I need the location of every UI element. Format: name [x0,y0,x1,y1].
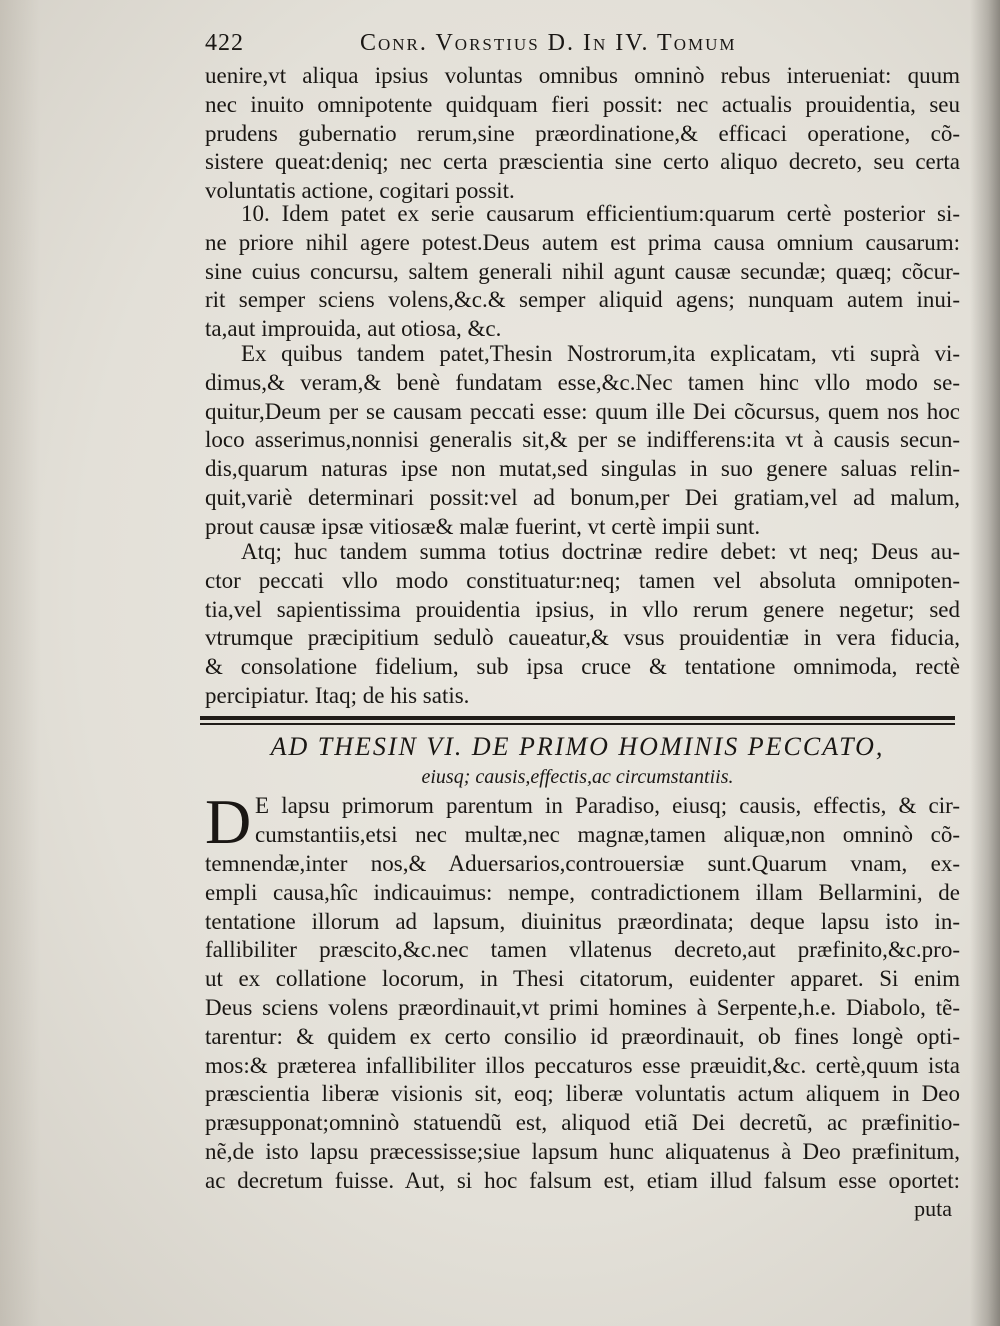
text-line: ut ex collatione locorum, in Thesi citatorum, euidenter apparet. Si enim [205,966,960,992]
section-subheading: eiusq; causis,effectis,ac circumstantiis. [421,766,734,788]
running-title: Conr. Vorstius D. In IV. Tomum [360,30,737,56]
text-line: quitur,Deum per se causam peccati esse: quum ille Dei cõcursus, quem nos hoc [205,398,960,424]
paragraph-2 [205,200,960,344]
text-line: E lapsu primorum parentum in Paradiso, eiusq; causis, effectis, & cir- [255,793,960,818]
drop-cap: D [205,786,252,857]
text-line: nec inuito omnipotente quidquam fieri possit: nec actualis prouidentia, seu [205,91,960,117]
page-edge-shadow [970,0,1000,1326]
text-line: prudens gubernatio rerum,sine præordinatione,& efficaci operatione, cõ- [205,120,960,146]
text-line: percipiatur. Itaq; de his satis. [205,682,470,708]
text-line: voluntatis actione, cogitari possit. [205,178,515,204]
text-line: ne priore nihil agere potest.Deus autem est prima causa omnium causarum: [205,229,960,255]
text-line: ctor peccati vllo modo constituatur:neq; tamen vel absoluta omnipoten- [205,567,960,593]
text-line: uenire,vt aliqua ipsius voluntas omnibus omninò rebus interueniat: quum [205,63,960,88]
text-line: Deus sciens volens præordinauit,vt primi homines à Serpente,h.e. Diabolo, tẽ- [205,994,960,1020]
text-line: & consolatione fidelium, sub ipsa cruce & tentatione omnimoda, rectè [205,654,960,680]
text-line: nẽ,de isto lapsu præcessisse;siue lapsum hunc aliquatenus à Deo præfinitum, [205,1138,960,1164]
paragraph-4 [205,538,960,711]
paragraph-5 [205,850,960,1196]
text-line: cumstantiis,etsi nec multæ,nec magnæ,tamen aliquæ,non omninò cõ- [255,821,960,847]
text-line: præsupponat;omninò statuendũ est, aliquod etiã Dei decretũ, ac præfinitio- [205,1110,960,1136]
text-line: sistere queat:deniq; nec certa præscientia sine certo aliquo decreto, seu certa [205,149,960,175]
text-line: prout causæ ipsæ vitiosæ& malæ fuerint, vt certè impii sunt. [205,513,761,539]
text-line: rit semper sciens volens,&c.& semper aliquid agens; nunquam autem inui- [205,287,960,313]
text-line: fallibiliter præscito,&c.nec tamen vllatenus decreto,aut præfinito,&c.pro- [205,937,960,963]
text-line: mos:& præterea infallibiliter illos peccaturos esse præuidit,&c. certè,quum ista [205,1052,960,1078]
page-number: 422 [205,30,244,56]
text-line: ta,aut improuida, aut otiosa, &c. [205,316,502,342]
section-rule [200,716,955,720]
text-line: Atq; huc tandem summa totius doctrinæ redire debet: vt neq; Deus au- [241,539,960,564]
paragraph-3 [205,340,960,542]
text-line: sine cuius concursu, saltem generali nihil agunt causæ secundæ; quæq; cõcur- [205,258,960,284]
catchword: puta [914,1196,952,1221]
text-line: præscientia liberæ visionis sit, eoq; liberæ voluntatis actum aliquem in Deo [205,1081,960,1107]
paragraph-1 [205,62,960,206]
text-line: dimus,& veram,& benè fundatam esse,&c.Nec tamen hinc vllo modo se- [205,369,960,395]
text-line: dis,quarum naturas ipse non mutat,sed singulas in suo genere saluas relin- [205,456,960,482]
text-line: quit,variè determinari possit:vel ad bonum,per Dei gratiam,vel ad malum, [205,484,960,510]
paragraph-5-opening [255,792,960,850]
page-gutter-shadow [0,0,40,1326]
text-line: 10. Idem patet ex serie causarum efficientium:quarum certè posterior si- [241,201,960,226]
text-line: loco asserimus,nonnisi generalis sit,& per se indifferens:ita vt à causis secun- [205,427,960,453]
section-rule-thin [200,723,955,725]
text-line: temnendæ,inter nos,& Aduersarios,controuersiæ sunt.Quarum vnam, ex- [205,851,960,876]
text-line: tia,vel sapientissima prouidentia ipsius, in vllo rerum genere negetur; sed [205,596,960,622]
text-line: tarentur: & quidem ex certo consilio id præordinauit, ob fines longè opti- [205,1023,960,1049]
running-header [205,30,950,60]
text-line: empli causa,hîc indicauimus: nempe, contradictionem illam Bellarmini, de [205,879,960,905]
text-line: tentatione illorum ad lapsum, diuinitus præordinata; deque lapsu isto in- [205,908,960,934]
text-line: ac decretum fuisse. Aut, si hoc falsum est, etiam illud falsum esse oportet: [205,1167,960,1193]
text-line: vtrumque præcipitium sedulò caueatur,& vsus prouidentiæ in vera fiducia, [205,625,960,651]
section-heading: AD THESIN VI. DE PRIMO HOMINIS PECCATO, [270,732,885,761]
text-line: Ex quibus tandem patet,Thesin Nostrorum,ita explicatam, vti suprà vi- [241,341,960,366]
